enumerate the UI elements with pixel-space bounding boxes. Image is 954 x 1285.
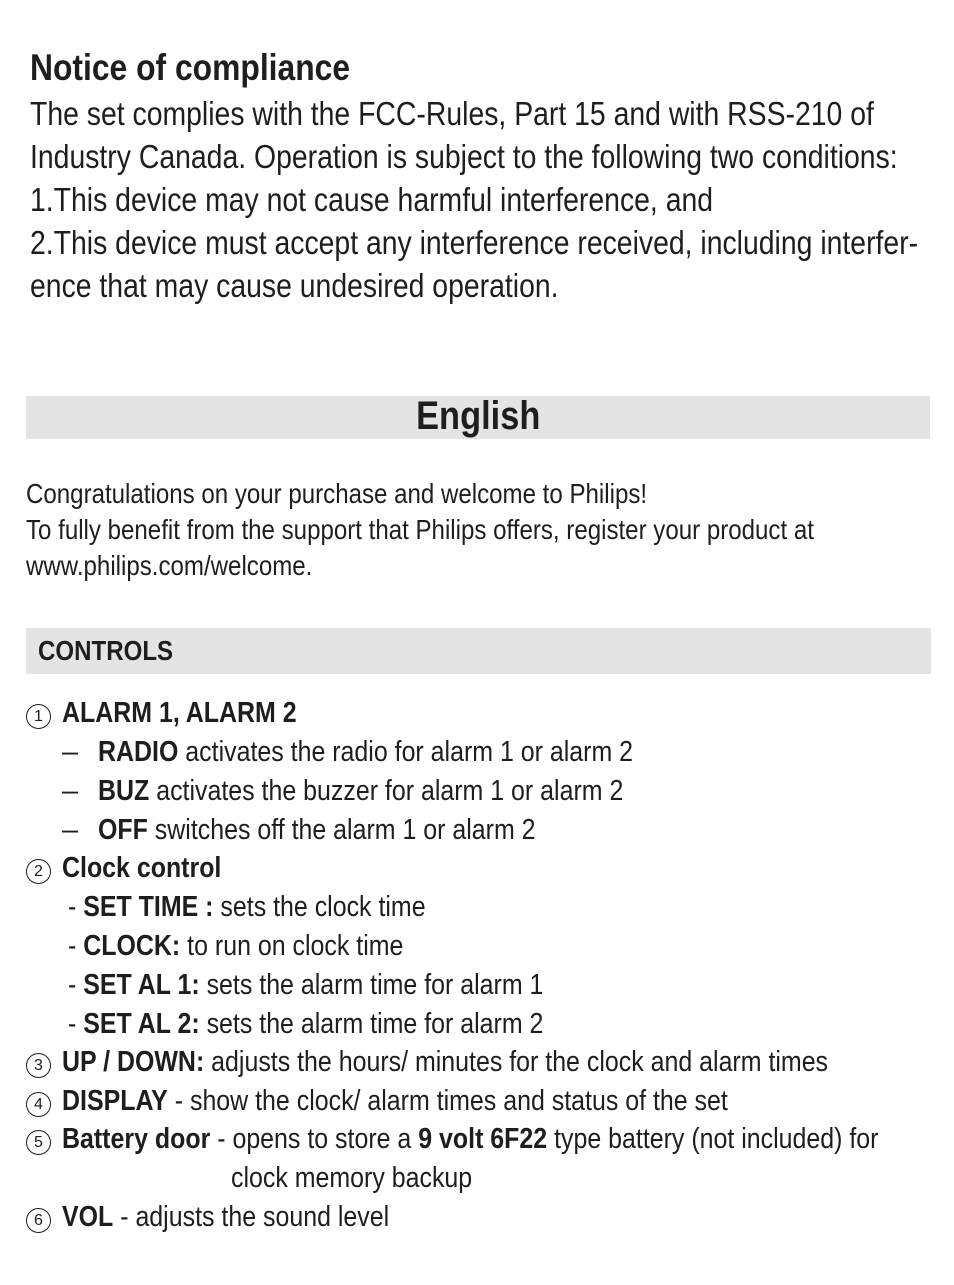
control-item-display: DISPLAY - show the clock/ alarm times and status of the set bbox=[62, 1085, 728, 1117]
notice-line: 2.This device must accept any interference received, including interfer- bbox=[30, 224, 919, 261]
sub-item-buz: BUZ activates the buzzer for alarm 1 or alarm 2 bbox=[98, 775, 624, 807]
control-label: ALARM 1, ALARM 2 bbox=[62, 697, 297, 729]
control-item-vol: VOL - adjusts the sound level bbox=[62, 1201, 390, 1233]
notice-line: 1.This device may not cause harmful interference, and bbox=[30, 181, 714, 218]
control-item-clock-control: Clock control bbox=[62, 852, 222, 884]
intro-line: Congratulations on your purchase and welcome to Philips! bbox=[26, 478, 648, 509]
intro-line: To fully benefit from the support that Philips offers, register your product at bbox=[26, 514, 814, 545]
controls-section-banner bbox=[26, 628, 931, 674]
item-number-6: 6 bbox=[26, 1208, 51, 1233]
english-title: English bbox=[415, 394, 541, 438]
sub-item-off: OFF switches off the alarm 1 or alarm 2 bbox=[98, 814, 536, 846]
english-section-banner bbox=[26, 396, 930, 439]
item-number-2: 2 bbox=[26, 859, 51, 884]
controls-title: CONTROLS bbox=[38, 635, 174, 666]
sub-item-set-al-1: - SET AL 1: sets the alarm time for alarm 1 bbox=[68, 969, 544, 1001]
sub-item-radio: RADIO activates the radio for alarm 1 or alarm 2 bbox=[98, 736, 634, 768]
notice-title: Notice of compliance bbox=[30, 47, 351, 88]
notice-line: ence that may cause undesired operation. bbox=[30, 267, 559, 304]
control-item-up-down: UP / DOWN: adjusts the hours/ minutes for the clock and alarm times bbox=[62, 1046, 829, 1078]
intro-line: www.philips.com/welcome. bbox=[26, 550, 313, 581]
sub-item-dash: – bbox=[62, 814, 79, 846]
sub-item-dash: – bbox=[62, 775, 79, 807]
control-item-battery-door: Battery door - opens to store a 9 volt 6F22 type battery (not included) for bbox=[62, 1123, 879, 1155]
sub-item-set-al-2: - SET AL 2: sets the alarm time for alarm 2 bbox=[68, 1008, 544, 1040]
sub-item-dash: – bbox=[62, 736, 79, 768]
notice-line: The set complies with the FCC-Rules, Part 15 and with RSS-210 of bbox=[30, 95, 874, 132]
battery-door-continuation: clock memory backup bbox=[231, 1162, 473, 1194]
item-number-5: 5 bbox=[26, 1130, 51, 1155]
item-number-4: 4 bbox=[26, 1092, 51, 1117]
item-number-1: 1 bbox=[26, 704, 51, 729]
sub-item-set-time: - SET TIME : sets the clock time bbox=[68, 891, 426, 923]
sub-item-clock: - CLOCK: to run on clock time bbox=[68, 930, 404, 962]
control-item-alarm bbox=[62, 694, 335, 732]
notice-line: Industry Canada. Operation is subject to the following two conditions: bbox=[30, 138, 898, 175]
item-number-3: 3 bbox=[26, 1053, 51, 1078]
